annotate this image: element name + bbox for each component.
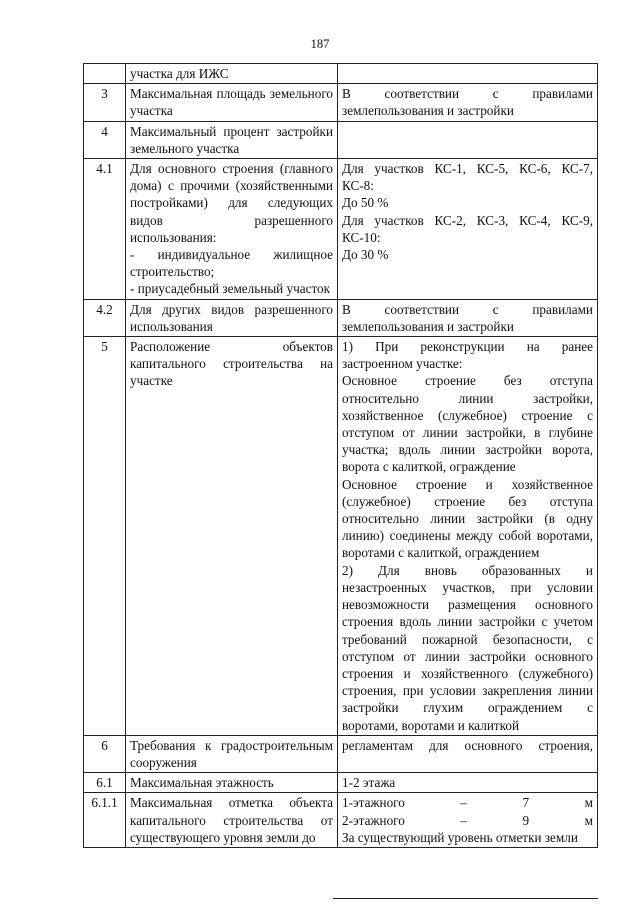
value-line: линию) соединены между собой воротами, <box>342 528 593 544</box>
value-line: строения и хозяйственного (служебного) <box>342 665 593 681</box>
name-line: капитального строительства от <box>130 812 333 828</box>
parameter-name <box>126 84 338 121</box>
name-line: видов разрешенного <box>130 212 333 228</box>
parameter-value <box>338 773 598 793</box>
value-line: воротами с калиткой, ограждением <box>342 545 540 561</box>
table-row <box>84 64 598 84</box>
value-line: строения вдоль линии застройки с учетом <box>342 614 593 630</box>
parameter-value <box>338 299 598 336</box>
value-line: КС-8: <box>342 178 374 194</box>
value-line: невозможности размещения основного <box>342 597 593 613</box>
parameter-value <box>338 735 598 772</box>
name-line: Максимальная этажность <box>130 775 274 791</box>
value-line: (служебное) строение без отступа <box>342 493 593 509</box>
row-number: 4 <box>84 121 126 158</box>
name-line: участка <box>130 103 173 119</box>
table-row <box>84 299 598 336</box>
parameter-name <box>126 735 338 772</box>
value-line: До 50 % <box>342 195 389 211</box>
parameter-value <box>338 337 598 736</box>
page-number: 187 <box>310 37 330 51</box>
parameter-name <box>126 64 338 84</box>
value-line: В соответствии с правилами <box>342 301 593 317</box>
value-line: Для участков КС-1, КС-5, КС-6, КС-7, <box>342 161 593 177</box>
parameter-value <box>338 793 598 848</box>
row-number: 6 <box>84 735 126 772</box>
parameter-name <box>126 337 338 736</box>
regulations-table <box>83 63 598 848</box>
value-line: 1-2 этажа <box>342 775 396 791</box>
table-row <box>84 735 598 772</box>
parameter-value <box>338 159 598 300</box>
value-line: 1) При реконструкции на ранее <box>342 339 593 355</box>
value-line: отступом от линии застройки, в глубине <box>342 425 593 441</box>
row-number: 4.1 <box>84 159 126 300</box>
value-line: До 30 % <box>342 247 389 263</box>
name-line: постройками) для следующих <box>130 195 333 211</box>
value-line: хозяйственное (служебное) строение с <box>342 407 593 423</box>
name-line: - приусадебный земельный участок <box>130 281 331 297</box>
table-row <box>84 84 598 121</box>
value-line: 1-этажного – 7 м <box>342 795 593 811</box>
parameter-value <box>338 84 598 121</box>
value-line: застройки глухим ограждением с <box>342 700 593 716</box>
value-line: землепользования и застройки <box>342 318 514 334</box>
value-line: Для участков КС-2, КС-3, КС-4, КС-9, <box>342 212 593 228</box>
value-line: воротами, воротами и калиткой <box>342 717 520 733</box>
row-number <box>84 64 126 84</box>
name-line: использования <box>130 318 213 334</box>
value-line: ворота с калиткой, ограждение <box>342 459 516 475</box>
parameter-name <box>126 121 338 158</box>
name-line: Для других видов разрешенного <box>130 301 333 317</box>
value-line: незастроенных участков, при условии <box>342 579 593 595</box>
value-line: 2-этажного – 9 м <box>342 812 593 828</box>
row-number: 6.1.1 <box>84 793 126 848</box>
value-line: За существующий уровень отметки земли <box>342 829 578 845</box>
name-line: Максимальная площадь земельного <box>130 86 333 102</box>
name-line: сооружения <box>130 754 197 770</box>
value-line: относительно линии застройки (в одну <box>342 511 593 527</box>
value-line: В соответствии с правилами <box>342 86 593 102</box>
name-line: Расположение объектов <box>130 339 333 355</box>
name-line: Максимальный процент застройки <box>130 123 333 139</box>
value-line: регламентам для основного строения, <box>342 737 593 753</box>
table-bottom-border <box>333 898 598 899</box>
table-row <box>84 159 598 300</box>
name-line: участке <box>130 373 173 389</box>
name-line: Максимальная отметка объекта <box>130 795 333 811</box>
parameter-name <box>126 159 338 300</box>
name-line: Для основного строения (главного <box>130 161 333 177</box>
name-line: существующего уровня земли до <box>130 829 316 845</box>
row-number: 4.2 <box>84 299 126 336</box>
row-number: 5 <box>84 337 126 736</box>
value-line <box>342 123 593 140</box>
value-line <box>342 754 593 771</box>
parameter-value <box>338 121 598 158</box>
table-row <box>84 793 598 848</box>
parameter-name <box>126 299 338 336</box>
value-line: строения, при условии закрепления линии <box>342 683 593 699</box>
name-line: Требования к градостроительным <box>130 737 333 753</box>
value-line: требований пожарной безопасности, с <box>342 631 593 647</box>
value-line: отступом от линии застройки основного <box>342 648 593 664</box>
value-line: Основное строение и хозяйственное <box>342 476 593 492</box>
name-line: участка для ИЖС <box>130 66 229 81</box>
value-line: землепользования и застройки <box>342 103 514 119</box>
name-line: - индивидуальное жилищное <box>130 247 333 263</box>
name-line: земельного участка <box>130 140 240 156</box>
table-row <box>84 773 598 793</box>
name-line: строительство; <box>130 264 215 280</box>
name-line: использования: <box>130 229 217 245</box>
value-line: относительно линии застройки, <box>342 390 593 406</box>
value-line: 2) Для вновь образованных и <box>342 562 593 578</box>
value-line: Основное строение без отступа <box>342 373 593 389</box>
parameter-name <box>126 773 338 793</box>
value-line: участка; вдоль линии застройки ворота, <box>342 442 593 458</box>
parameter-name <box>126 793 338 848</box>
value-line: КС-10: <box>342 229 381 245</box>
value-line: застроенном участке: <box>342 356 463 372</box>
table-row <box>84 337 598 736</box>
value-line <box>342 65 593 82</box>
name-line: капитального строительства на <box>130 356 333 372</box>
row-number: 6.1 <box>84 773 126 793</box>
table-row <box>84 121 598 158</box>
row-number: 3 <box>84 84 126 121</box>
parameter-value <box>338 64 598 84</box>
name-line: дома) с прочими (хозяйственными <box>130 178 333 194</box>
